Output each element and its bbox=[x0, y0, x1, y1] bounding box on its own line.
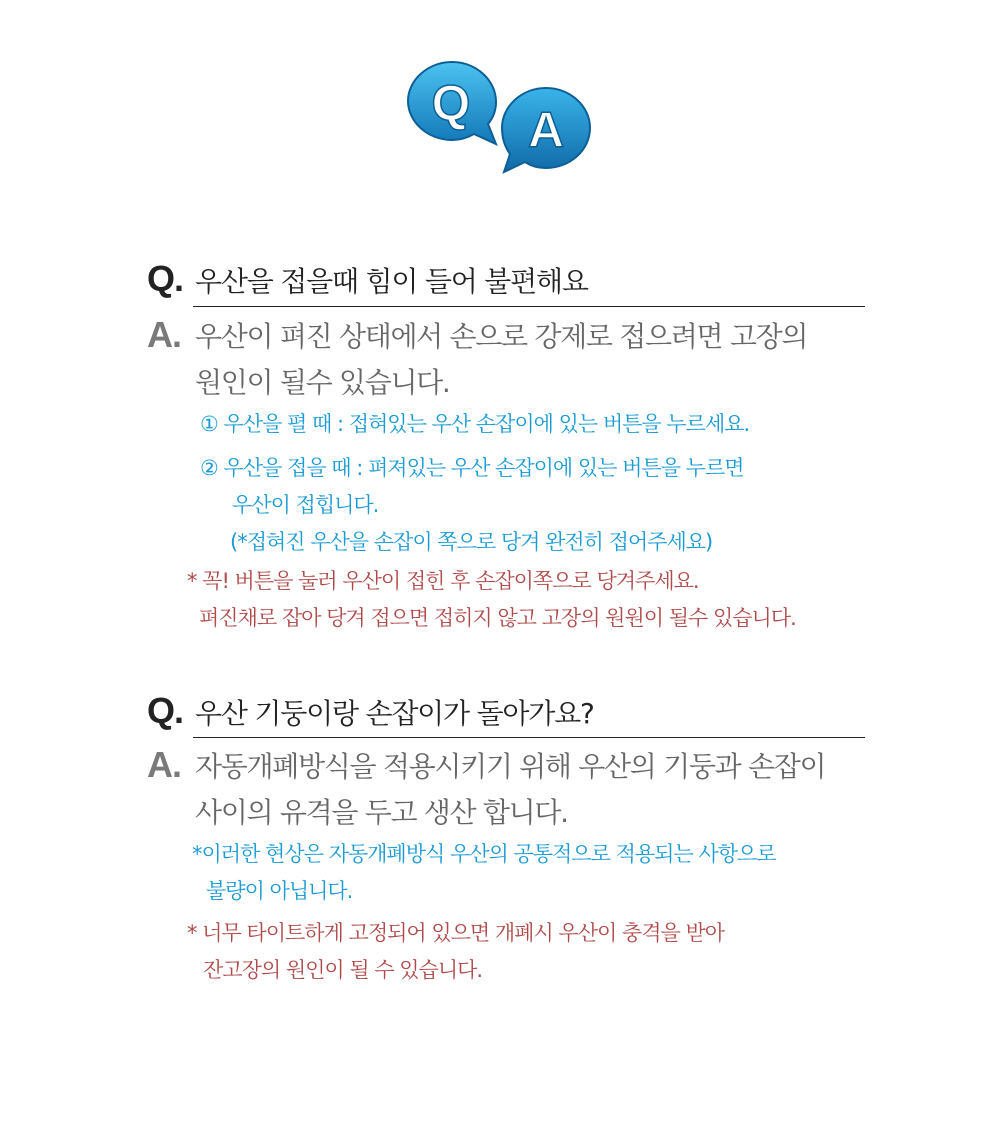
warning-note bbox=[187, 563, 796, 637]
info-note bbox=[192, 836, 776, 910]
q-letter: Q bbox=[431, 75, 471, 131]
question-label: Q. bbox=[147, 690, 184, 731]
question-divider bbox=[193, 737, 865, 738]
answer-text bbox=[195, 744, 825, 836]
answer-line: 원인이 될수 있습니다. bbox=[195, 366, 450, 399]
question-divider bbox=[193, 306, 865, 307]
warning-line: * 너무 타이트하게 고정되어 있으면 개폐시 우산이 충격을 받아 bbox=[187, 921, 725, 945]
q-bubble-icon bbox=[408, 62, 496, 144]
warning-line: 잔고장의 원인이 될 수 있습니다. bbox=[203, 958, 483, 982]
answer-line: 우산이 펴진 상태에서 손으로 강제로 접으려면 고장의 bbox=[195, 320, 808, 353]
answer-line: 사이의 유격을 두고 생산 합니다. bbox=[195, 796, 568, 829]
tip-line: ② 우산을 접을 때 : 펴져있는 우산 손잡이에 있는 버튼을 누르면 bbox=[200, 456, 744, 480]
warning-line: * 꼭! 버튼을 눌러 우산이 접힌 후 손잡이쪽으로 당겨주세요. bbox=[187, 569, 699, 593]
tip-close bbox=[200, 450, 744, 561]
answer-line: 자동개폐방식을 적용시키기 위해 우산의 기둥과 손잡이 bbox=[195, 750, 826, 783]
question-label: Q. bbox=[147, 258, 184, 299]
tip-line: (*접혀진 우산을 손잡이 쪽으로 당겨 완전히 접어주세요) bbox=[230, 530, 713, 554]
answer-text bbox=[195, 314, 807, 406]
a-bubble-icon bbox=[502, 88, 590, 172]
info-line: *이러한 현상은 자동개폐방식 우산의 공통적으로 적용되는 사항으로 bbox=[192, 842, 776, 866]
tip-line: ① 우산을 펼 때 : 접혀있는 우산 손잡이에 있는 버튼을 누르세요. bbox=[200, 412, 750, 436]
tip-line: 우산이 접힙니다. bbox=[232, 493, 379, 517]
info-line: 불량이 아닙니다. bbox=[206, 879, 353, 903]
answer-label: A. bbox=[147, 314, 181, 355]
warning-line: 펴진채로 잡아 당겨 접으면 접히지 않고 고장의 원원이 될수 있습니다. bbox=[199, 606, 796, 630]
question-text: 우산을 접을때 힘이 들어 불편해요 bbox=[195, 265, 588, 298]
warning-note bbox=[187, 915, 724, 989]
tip-open bbox=[200, 406, 749, 443]
qa-logo bbox=[404, 58, 600, 182]
a-letter: A bbox=[527, 102, 565, 158]
question-text: 우산 기둥이랑 손잡이가 돌아가요? bbox=[195, 697, 594, 730]
answer-label: A. bbox=[147, 744, 181, 785]
